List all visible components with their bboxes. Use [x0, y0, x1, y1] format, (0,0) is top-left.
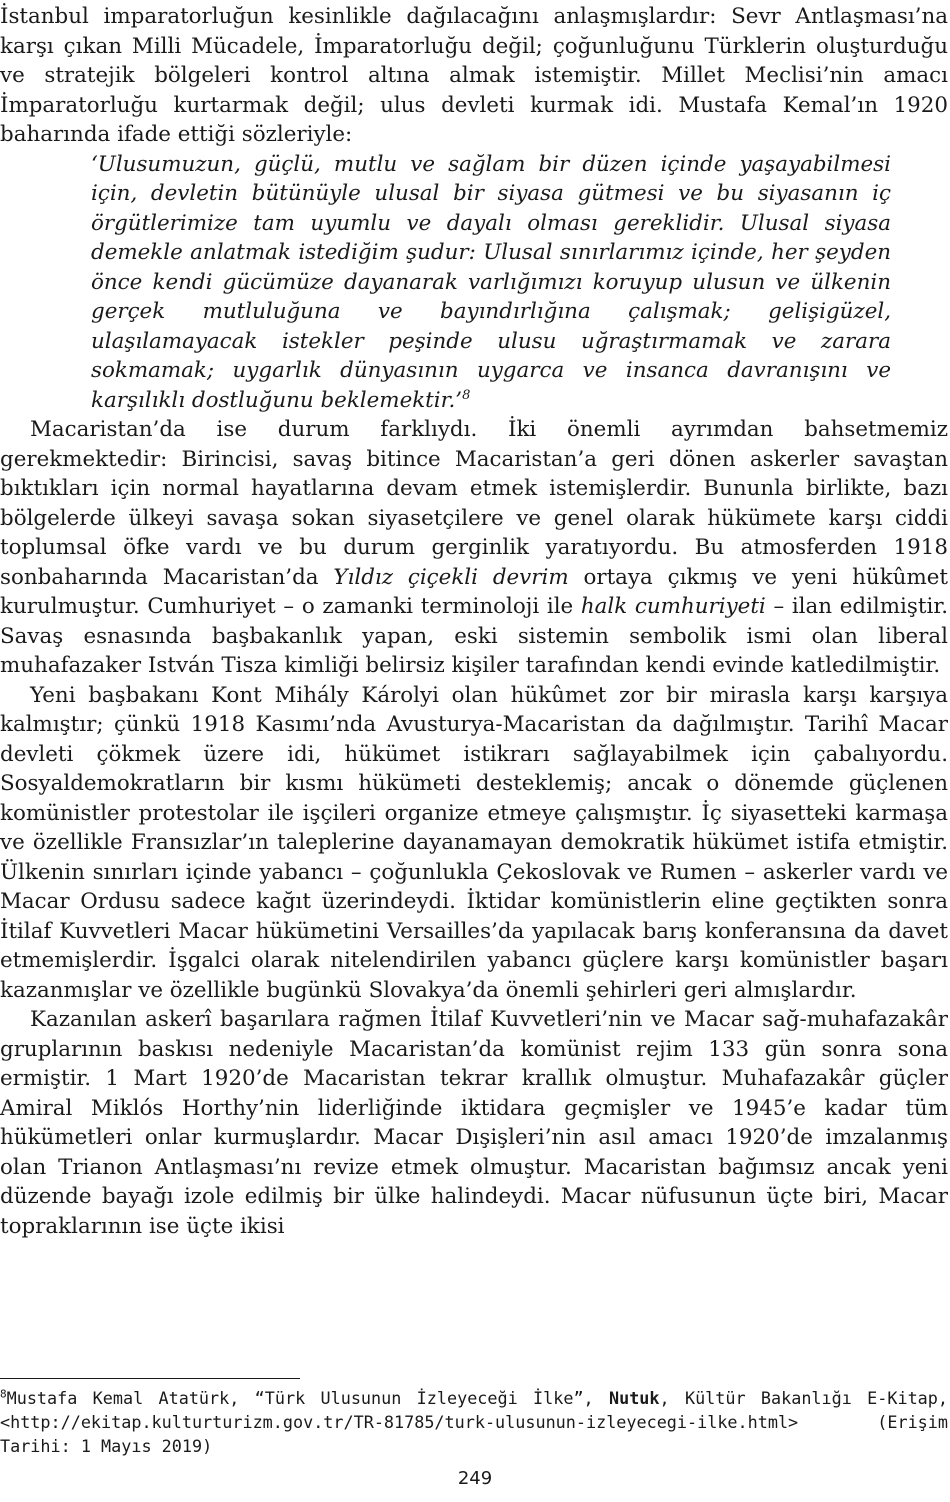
- page-number: 249: [457, 1468, 493, 1489]
- footnote-bold-title: Nutuk: [609, 1388, 660, 1408]
- footnote-number: 8: [0, 1387, 7, 1401]
- paragraph-2-text-a: Macaristan’da ise durum farklıydı. İki önemli ayrımdan bahsetmemiz gerekmektedir: Birincisi, savaş bitince Macaristan’a geri dönen askerler savaştan bıktıkları için normal hayatlarına devam etmek istemişlerdir. Bununla birlikte, bazı bölgelerde ülkeyi savaşa sokan siyasetçilere ve genel olarak hükümete karşı ciddi toplumsal öfke vardı ve bu durum gerginlik yaratıyordu. Bu atmosferden 1918 sonbaharında Macaristan’da: [0, 417, 948, 590]
- quote-text: ‘Ulusumuzun, güçlü, mutlu ve sağlam bir düzen içinde yaşayabilmesi için, devletin bütünüyle ulusal bir siyasa gütmesi ve bu siyasanın iç örgütlerimize tam uyumlu ve dayalı olması gereklidir. Ulusal siyasa demekle anlatmak istediğim şudur: Ulusal sınırlarımız içinde, her şeyden önce kendi gücümüze dayanarak varlığımızı koruyup ulusun ve ülkenin gerçek mutluluğuna ve bayındırlığına çalışmak; gelişigüzel, ulaşılamayacak istekler peşinde ulusu uğraştırmamak ve zarara sokmamak; uygarlık dünyasının uygarca ve insanca davranışını ve karşılıklı dostluğunu beklemektir.’: [91, 151, 891, 413]
- footnote-divider: [0, 1378, 300, 1379]
- footnote-ref: 8: [462, 387, 471, 403]
- paragraph-2-emphasis-1: Yıldız çiçekli devrim: [333, 564, 569, 590]
- footnote: [0, 1386, 948, 1458]
- paragraph-3: Yeni başbakanı Kont Mihály Károlyi olan hükûmet zor bir mirasla karşı karşıya kalmıştır; çünkü 1918 Kasımı’nda Avusturya-Macaristan da dağılmıştır. Tarihî Macar devleti çökmek üzere idi, hükümet istikrarı sağlayabilmek için çabalıyordu. Sosyaldemokratların bir kısmı hükümeti desteklemiş; ancak o dönemde güçlenen komünistler protestolar ile işçileri organize etmeye çalışmıştır. İç siyasetteki karmaşa ve özellikle Fransızlar’ın taleplerine dayanamayan demokratik hükümet istifa etmiştir. Ülkenin sınırları içinde yabancı – çoğunlukla Çekoslovak ve Rumen – askerler vardı ve Macar Ordusu sadece kağıt üzerindeydi. İktidar komünistlerin eline geçtikten sonra İtilaf Kuvvetleri Macar hükümetini Versailles’da yapılacak barış konferansına da davet etmemişlerdir. İşgalci olarak nitelendirilen yabancı güçlere karşı komünistler başarı kazanmışlar ve özellikle bugünkü Slovakya’da önemli şehirleri geri almışlardır.: [0, 682, 948, 1003]
- body-text: [0, 2, 948, 1241]
- paragraph-2-text-c: – ilan edilmiştir. Savaş esnasında başbakanlık yapan, eski sistemin sembolik ismi olan liberal muhafazaker István Tisza kimliği belirsiz kişiler tarafından kendi evinde katledilmiştir.: [0, 594, 948, 678]
- paragraph-1: İstanbul imparatorluğun kesinlikle dağılacağını anlaşmışlardır: Sevr Antlaşması’na karşı çıkan Milli Mücadele, İmparatorluğu değil; çoğunluğunu Türklerin oluşturduğu ve stratejik bölgeleri kontrol altına almak istemiştir. Millet Meclisi’nin amacı İmparatorluğu kurtarmak değil; ulus devleti kurmak idi. Mustafa Kemal’ın 1920 baharında ifade ettiği sözleriyle:: [0, 4, 948, 147]
- paragraph-2-text-b: ortaya çıkmış ve yeni hükûmet kurulmuştur. Cumhuriyet – o zamanki terminoloji ile: [0, 564, 948, 619]
- footnote-text-a: Mustafa Kemal Atatürk, “Türk Ulusunun İzleyeceği İlke”,: [6, 1388, 609, 1408]
- paragraph-4: Kazanılan askerî başarılara rağmen İtilaf Kuvvetleri’nin ve Macar sağ-muhafazakâr gruplarının baskısı nedeniyle Macaristan’da komünist rejim 133 gün sonra sona ermiştir. 1 Mart 1920’de Macaristan tekrar krallık olmuştur. Muhafazakâr güçler Amiral Miklós Horthy’nin liderliğinde iktidara geçmişler ve 1945’e kadar tüm hükümetleri onlar kurmuşlardır. Macar Dışişleri’nin asıl amacı 1920’de imzalanmış olan Trianon Antlaşması’nı revize etmek olmuştur. Macaristan bağımsız ancak yeni düzende bayağı izole edilmiş bir ülke halindeydi. Macar nüfusunun üçte biri, Macar topraklarının ise üçte ikisi: [0, 1007, 948, 1239]
- footnote-text-b: , Kültür Bakanlığı E-Kitap, <http://ekitap.kulturturizm.gov.tr/TR-81785/turk-ulusunun-izleyecegi-ilke.html> (Erişim Tarihi: 1 Mayıs 2019): [0, 1388, 948, 1456]
- paragraph-2-emphasis-2: halk cumhuriyeti: [580, 594, 766, 619]
- paragraph-2: [0, 415, 948, 681]
- block-quote: [91, 150, 891, 416]
